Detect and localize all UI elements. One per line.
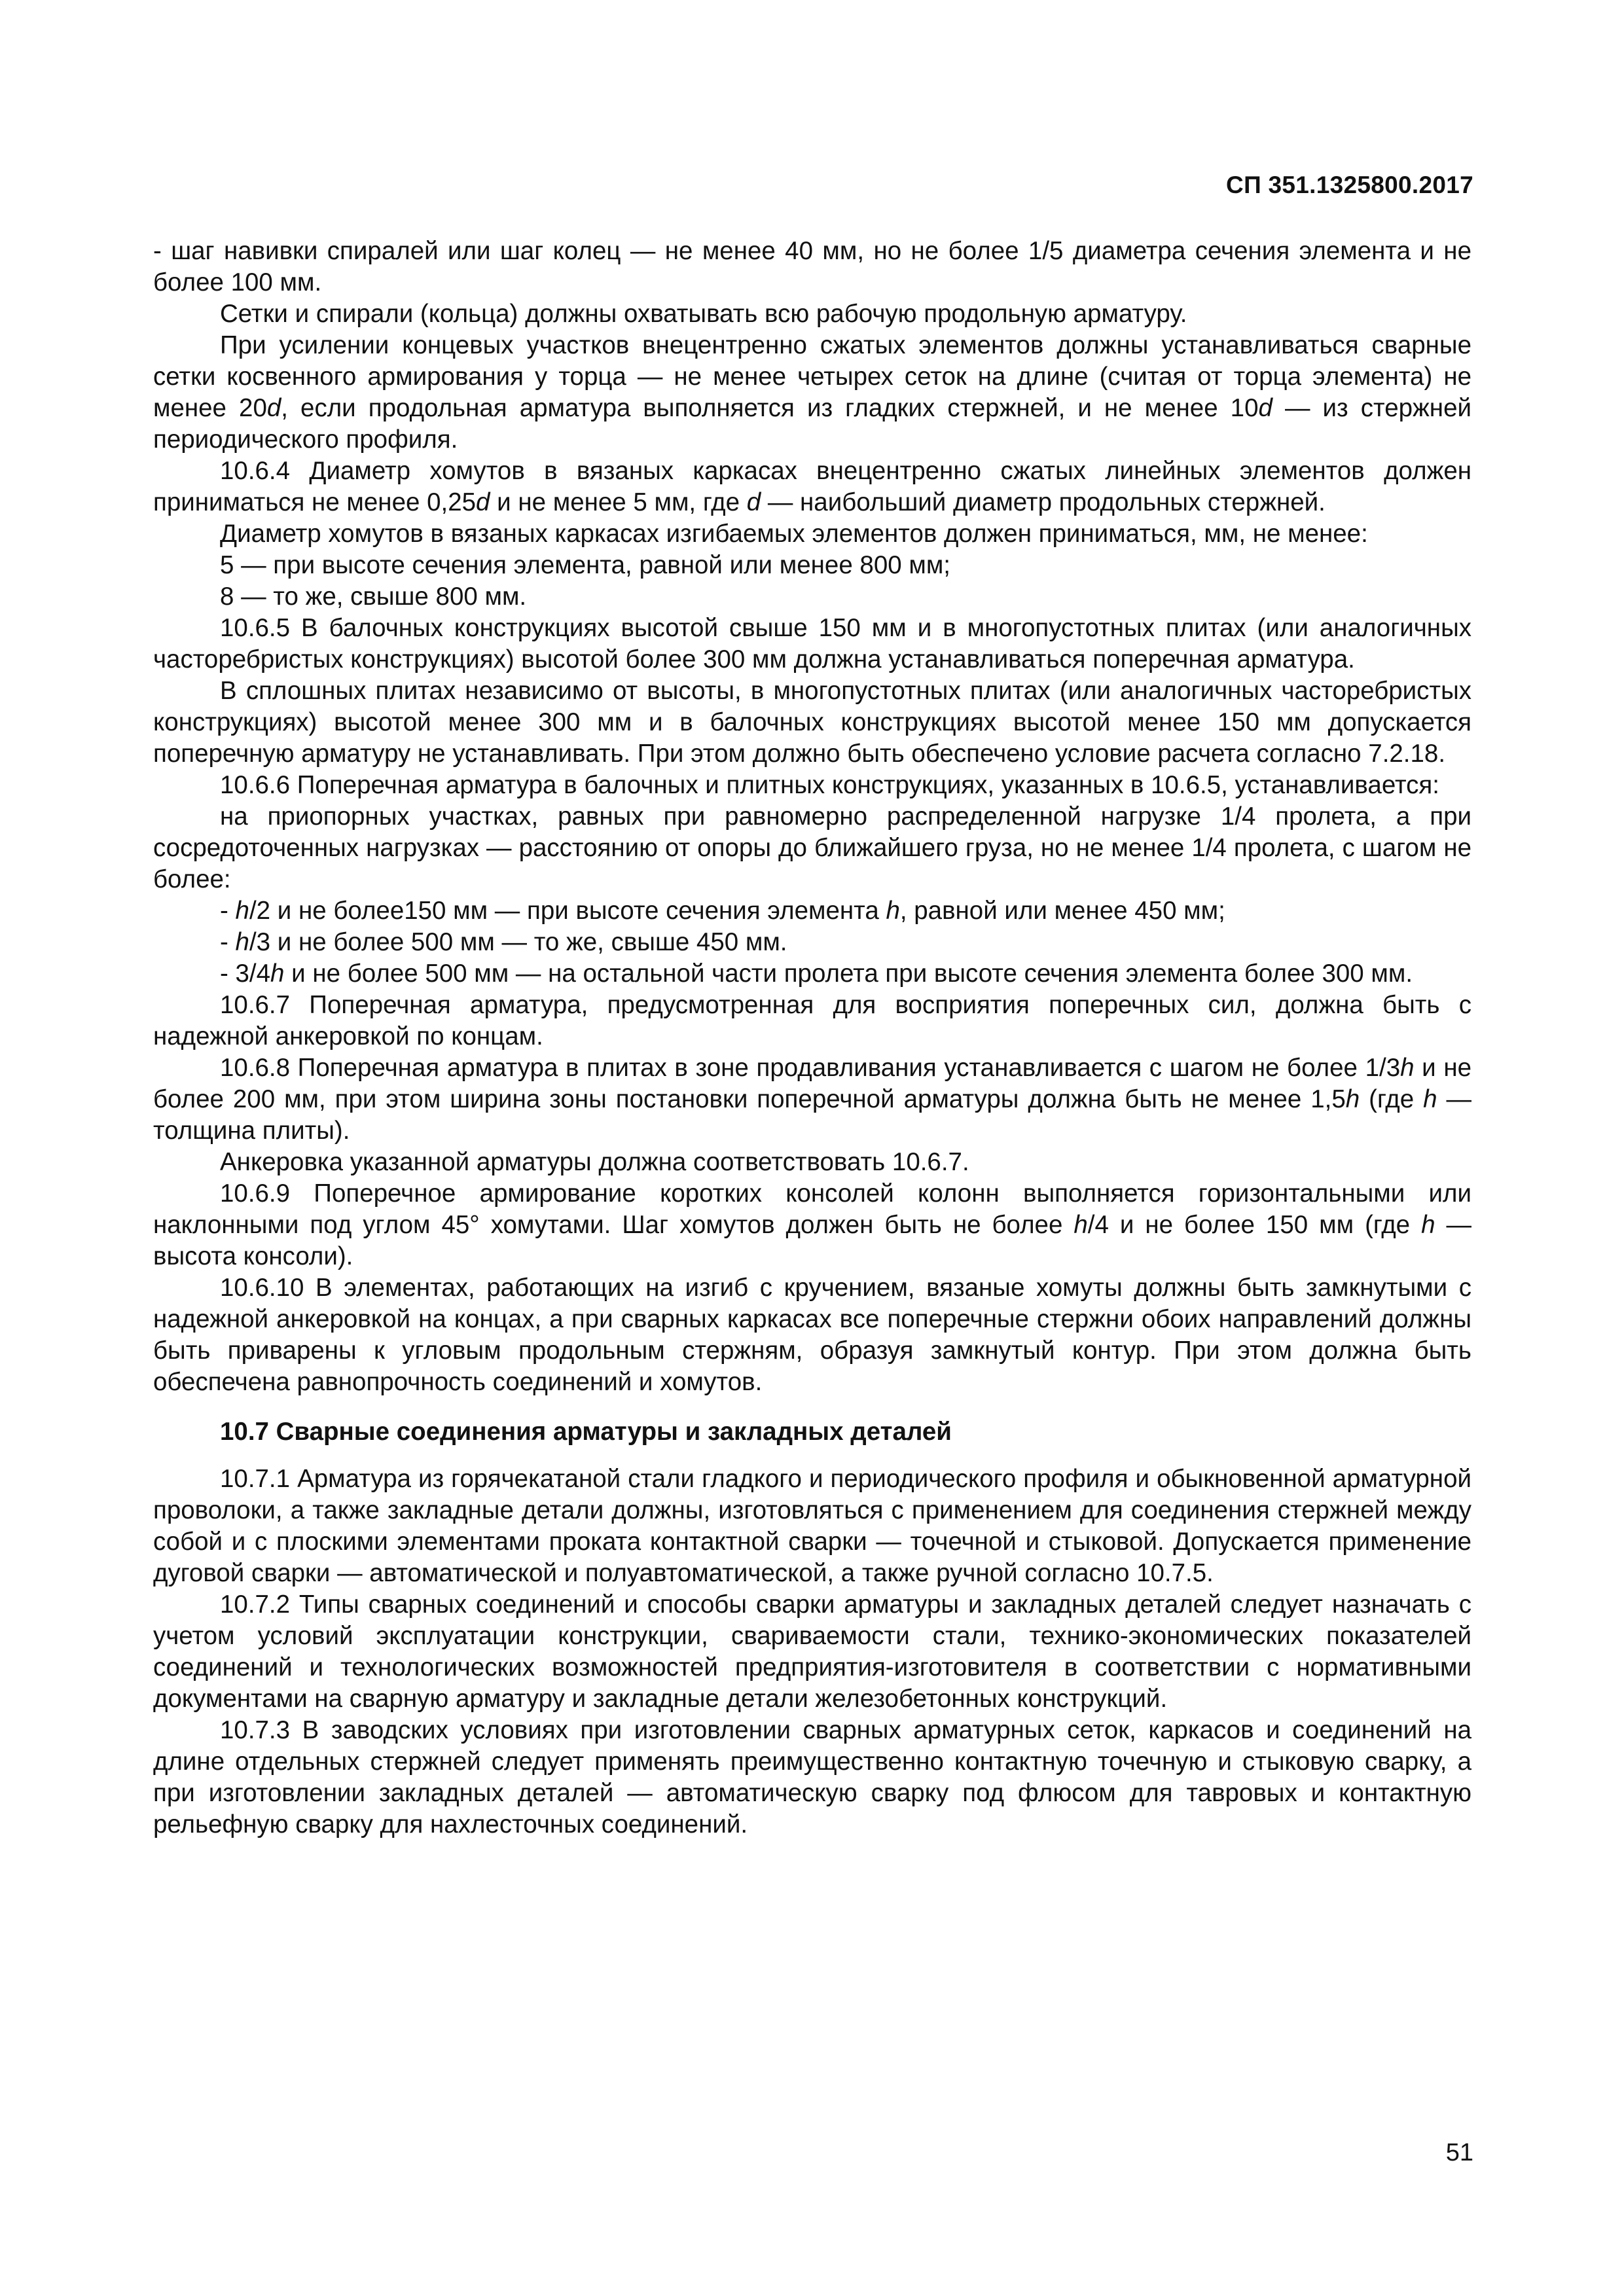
paragraph: 10.6.10 В элементах, работающих на изгиб с кручением, вязаные хомуты должны быть замкнутыми с надежной анкеровкой на концах, а при сварных каркасах все поперечные стержни обоих направлений должны быть приварены к угловым продольным стержням, образуя замкнутый контур. При этом должна быть обеспечена равнопрочность соединений и хомутов. [153, 1274, 1471, 1396]
document-body [153, 236, 1471, 1840]
paragraph: 10.6.6 Поперечная арматура в балочных и плитных конструкциях, указанных в 10.6.5, устанавливается: [220, 771, 1439, 799]
paragraph: 10.7.2 Типы сварных соединений и способы сварки арматуры и закладных деталей следует назначать с учетом условий эксплуатации конструкции, свариваемости стали, технико-экономических показателей соединений и технологических возможностей предприятия-изготовителя в соответствии с нормативными документами на сварную арматуру и закладные детали железобетонных конструкций. [153, 1590, 1471, 1713]
paragraph: 10.6.7 Поперечная арматура, предусмотренная для восприятия поперечных сил, должна быть с надежной анкеровкой по концам. [153, 991, 1471, 1050]
paragraph: Диаметр хомутов в вязаных каркасах изгибаемых элементов должен приниматься, мм, не менее: [220, 520, 1368, 548]
paragraph: 8 — то же, свыше 800 мм. [220, 583, 527, 611]
paragraph: Сетки и спирали (кольца) должны охватывать всю рабочую продольную арматуру. [220, 300, 1187, 328]
paragraph: 10.6.5 В балочных конструкциях высотой свыше 150 мм и в многопустотных плитах (или аналогичных часторебристых конструкциях) высотой более 300 мм должна устанавливаться поперечная арматура. [153, 614, 1471, 673]
paragraph: - h/2 и не более150 мм — при высоте сечения элемента h, равной или менее 450 мм; [220, 897, 1225, 925]
document-code: СП 351.1325800.2017 [1226, 171, 1473, 198]
paragraph: 10.7.3 В заводских условиях при изготовлении сварных арматурных сеток, каркасов и соединений на длине отдельных стержней следует применять преимущественно контактную точечную и стыковую сварку, а при изготовлении закладных деталей — автоматическую сварку под флюсом для тавровых и контактную рельефную сварку для нахлесточных соединений. [153, 1716, 1471, 1839]
paragraph: Анкеровка указанной арматуры должна соответствовать 10.6.7. [220, 1148, 969, 1176]
page-number: 51 [1445, 2139, 1473, 2166]
paragraph: 10.6.4 Диаметр хомутов в вязаных каркасах внецентренно сжатых линейных элементов должен приниматься не менее 0,25d и не менее 5 мм, где d — наибольший диаметр продольных стержней. [153, 457, 1471, 516]
paragraph: - 3/4h и не более 500 мм — на остальной части пролета при высоте сечения элемента более 300 мм. [220, 960, 1413, 988]
paragraph: на приопорных участках, равных при равномерно распределенной нагрузке 1/4 пролета, а при сосредоточенных нагрузках — расстоянию от опоры до ближайшего груза, но не менее 1/4 пролета, с шагом не более: [153, 802, 1471, 893]
paragraph: 10.7.1 Арматура из горячекатаной стали гладкого и периодического профиля и обыкновенной арматурной проволоки, а также закладные детали должны, изготовляться с применением для соединения стержней между собой и с плоскими элементами проката контактной сварки — точечной и стыковой. Допускается применение дуговой сварки — автоматической и полуавтоматической, а также ручной согласно 10.7.5. [153, 1465, 1471, 1587]
paragraph: 10.6.9 Поперечное армирование коротких консолей колонн выполняется горизонтальными или наклонными под углом 45° хомутами. Шаг хомутов должен быть не более h/4 и не более 150 мм (где h — высота консоли). [153, 1179, 1471, 1270]
paragraph: В сплошных плитах независимо от высоты, в многопустотных плитах (или аналогичных часторебристых конструкциях) высотой менее 300 мм и в балочных конструкциях высотой менее 150 мм допускается поперечную арматуру не устанавливать. При этом должно быть обеспечено условие расчета согласно 7.2.18. [153, 677, 1471, 768]
paragraph: 5 — при высоте сечения элемента, равной или менее 800 мм; [220, 551, 950, 579]
paragraph: - шаг навивки спиралей или шаг колец — не менее 40 мм, но не более 1/5 диаметра сечения элемента и не более 100 мм. [153, 237, 1471, 296]
paragraph: 10.6.8 Поперечная арматура в плитах в зоне продавливания устанавливается с шагом не более 1/3h и не более 200 мм, при этом ширина зоны постановки поперечной арматуры должна быть не менее 1,5h (где h — толщина плиты). [153, 1054, 1471, 1145]
paragraph: - h/3 и не более 500 мм — то же, свыше 450 мм. [220, 928, 787, 956]
section-heading: 10.7 Сварные соединения арматуры и закладных деталей [220, 1418, 952, 1446]
paragraph: При усилении концевых участков внецентренно сжатых элементов должны устанавливаться сварные сетки косвенного армирования у торца — не менее четырех сеток на длине (считая от торца элемента) не менее 20d, если продольная арматура выполняется из гладких стержней, и не менее 10d — из стержней периодического профиля. [153, 331, 1471, 454]
